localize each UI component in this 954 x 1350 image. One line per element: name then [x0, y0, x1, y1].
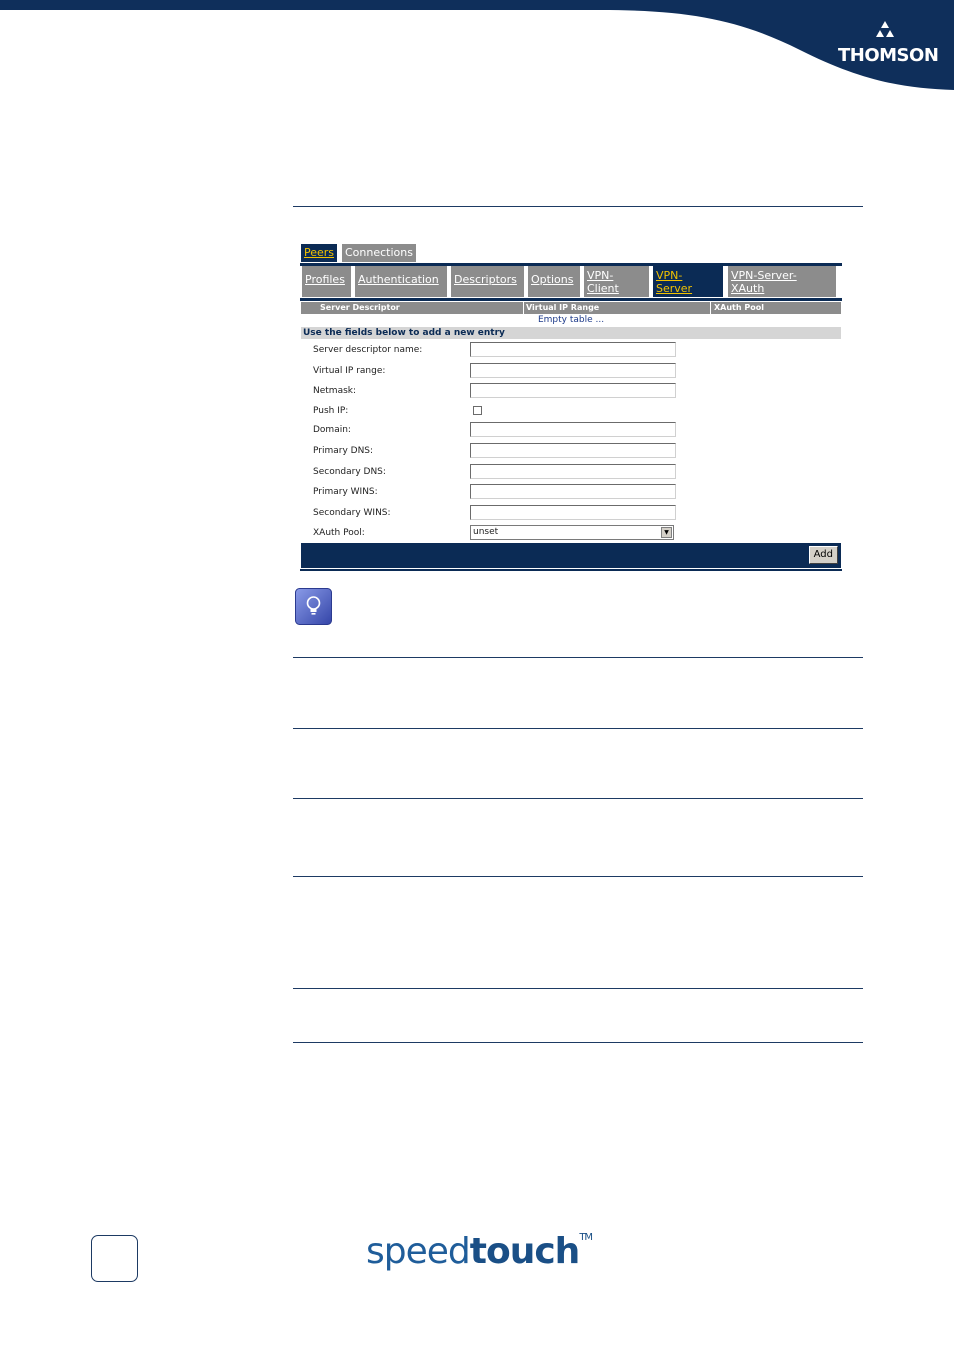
primary-wins-input[interactable] — [470, 484, 676, 499]
page-number-box — [91, 1235, 138, 1282]
tab-peers[interactable]: Peers — [301, 244, 337, 262]
column-server-descriptor: Server Descriptor — [320, 303, 400, 312]
header-band — [0, 0, 954, 100]
vpn-server-config-panel — [300, 243, 842, 572]
add-button[interactable]: Add — [809, 546, 838, 564]
subtab-vpn-server-line1: VPN- — [656, 269, 683, 282]
thomson-logo — [838, 20, 938, 70]
virtual-ip-range-input[interactable] — [470, 363, 676, 378]
label-netmask: Netmask: — [313, 386, 357, 396]
column-xauth-pool: XAuth Pool — [714, 303, 764, 312]
label-secondary-dns: Secondary DNS: — [313, 467, 386, 477]
label-server-descriptor-name: Server descriptor name: — [313, 345, 423, 355]
column-virtual-ip-range: Virtual IP Range — [526, 303, 600, 312]
column-separator — [523, 302, 524, 314]
logo-speed: speed — [366, 1231, 470, 1272]
new-entry-heading: Use the fields below to add a new entry — [301, 327, 841, 339]
section-rule — [293, 728, 863, 729]
secondary-dns-input[interactable] — [470, 464, 676, 479]
subtab-vpn-server-xauth[interactable] — [728, 266, 836, 297]
subtab-descriptors[interactable]: Descriptors — [451, 266, 524, 297]
logo-touch: touch — [469, 1231, 580, 1272]
subtab-vpn-server[interactable] — [653, 266, 723, 297]
label-primary-dns: Primary DNS: — [313, 446, 374, 456]
xauth-pool-select[interactable] — [470, 525, 674, 540]
subtab-profiles[interactable]: Profiles — [302, 266, 351, 297]
section-rule — [293, 206, 863, 207]
table-header — [301, 302, 841, 314]
thomson-wordmark: THOMSON — [838, 45, 939, 66]
subtab-vpn-server-xauth-line1: VPN-Server- — [731, 269, 797, 282]
empty-table-text: Empty table ... — [537, 315, 605, 325]
label-push-ip: Push IP: — [313, 406, 349, 416]
label-xauth-pool: XAuth Pool: — [313, 528, 365, 538]
speedtouch-logo — [366, 1228, 592, 1276]
chevron-down-icon[interactable]: ▼ — [661, 527, 672, 538]
section-rule — [293, 798, 863, 799]
section-rule — [293, 876, 863, 877]
subtab-underline — [300, 298, 842, 301]
logo-tm: TM — [579, 1232, 593, 1243]
subtab-vpn-client[interactable] — [584, 266, 649, 297]
section-rule — [293, 657, 863, 658]
panel-bottom-line — [300, 569, 842, 571]
section-rule — [293, 1042, 863, 1043]
domain-input[interactable] — [470, 422, 676, 437]
netmask-input[interactable] — [470, 383, 676, 398]
label-domain: Domain: — [313, 425, 351, 435]
subtab-vpn-client-line2: Client — [587, 282, 619, 295]
thomson-logo-icon — [874, 20, 896, 42]
push-ip-checkbox[interactable] — [473, 406, 482, 415]
secondary-wins-input[interactable] — [470, 505, 676, 520]
subtab-vpn-client-line1: VPN- — [587, 269, 614, 282]
action-bar — [301, 543, 841, 568]
xauth-pool-selected-value: unset — [473, 527, 499, 537]
subtab-authentication[interactable]: Authentication — [355, 266, 447, 297]
column-separator — [710, 302, 711, 314]
subtab-vpn-server-xauth-line2: XAuth — [731, 282, 765, 295]
subtab-vpn-server-line2: Server — [656, 282, 693, 295]
server-descriptor-name-input[interactable] — [470, 342, 676, 357]
lightbulb-icon — [295, 588, 332, 625]
label-virtual-ip-range: Virtual IP range: — [313, 366, 386, 376]
subtab-options[interactable]: Options — [528, 266, 580, 297]
tab-connections[interactable]: Connections — [342, 244, 416, 262]
label-secondary-wins: Secondary WINS: — [313, 508, 391, 518]
label-primary-wins: Primary WINS: — [313, 487, 378, 497]
primary-dns-input[interactable] — [470, 443, 676, 458]
section-rule — [293, 988, 863, 989]
